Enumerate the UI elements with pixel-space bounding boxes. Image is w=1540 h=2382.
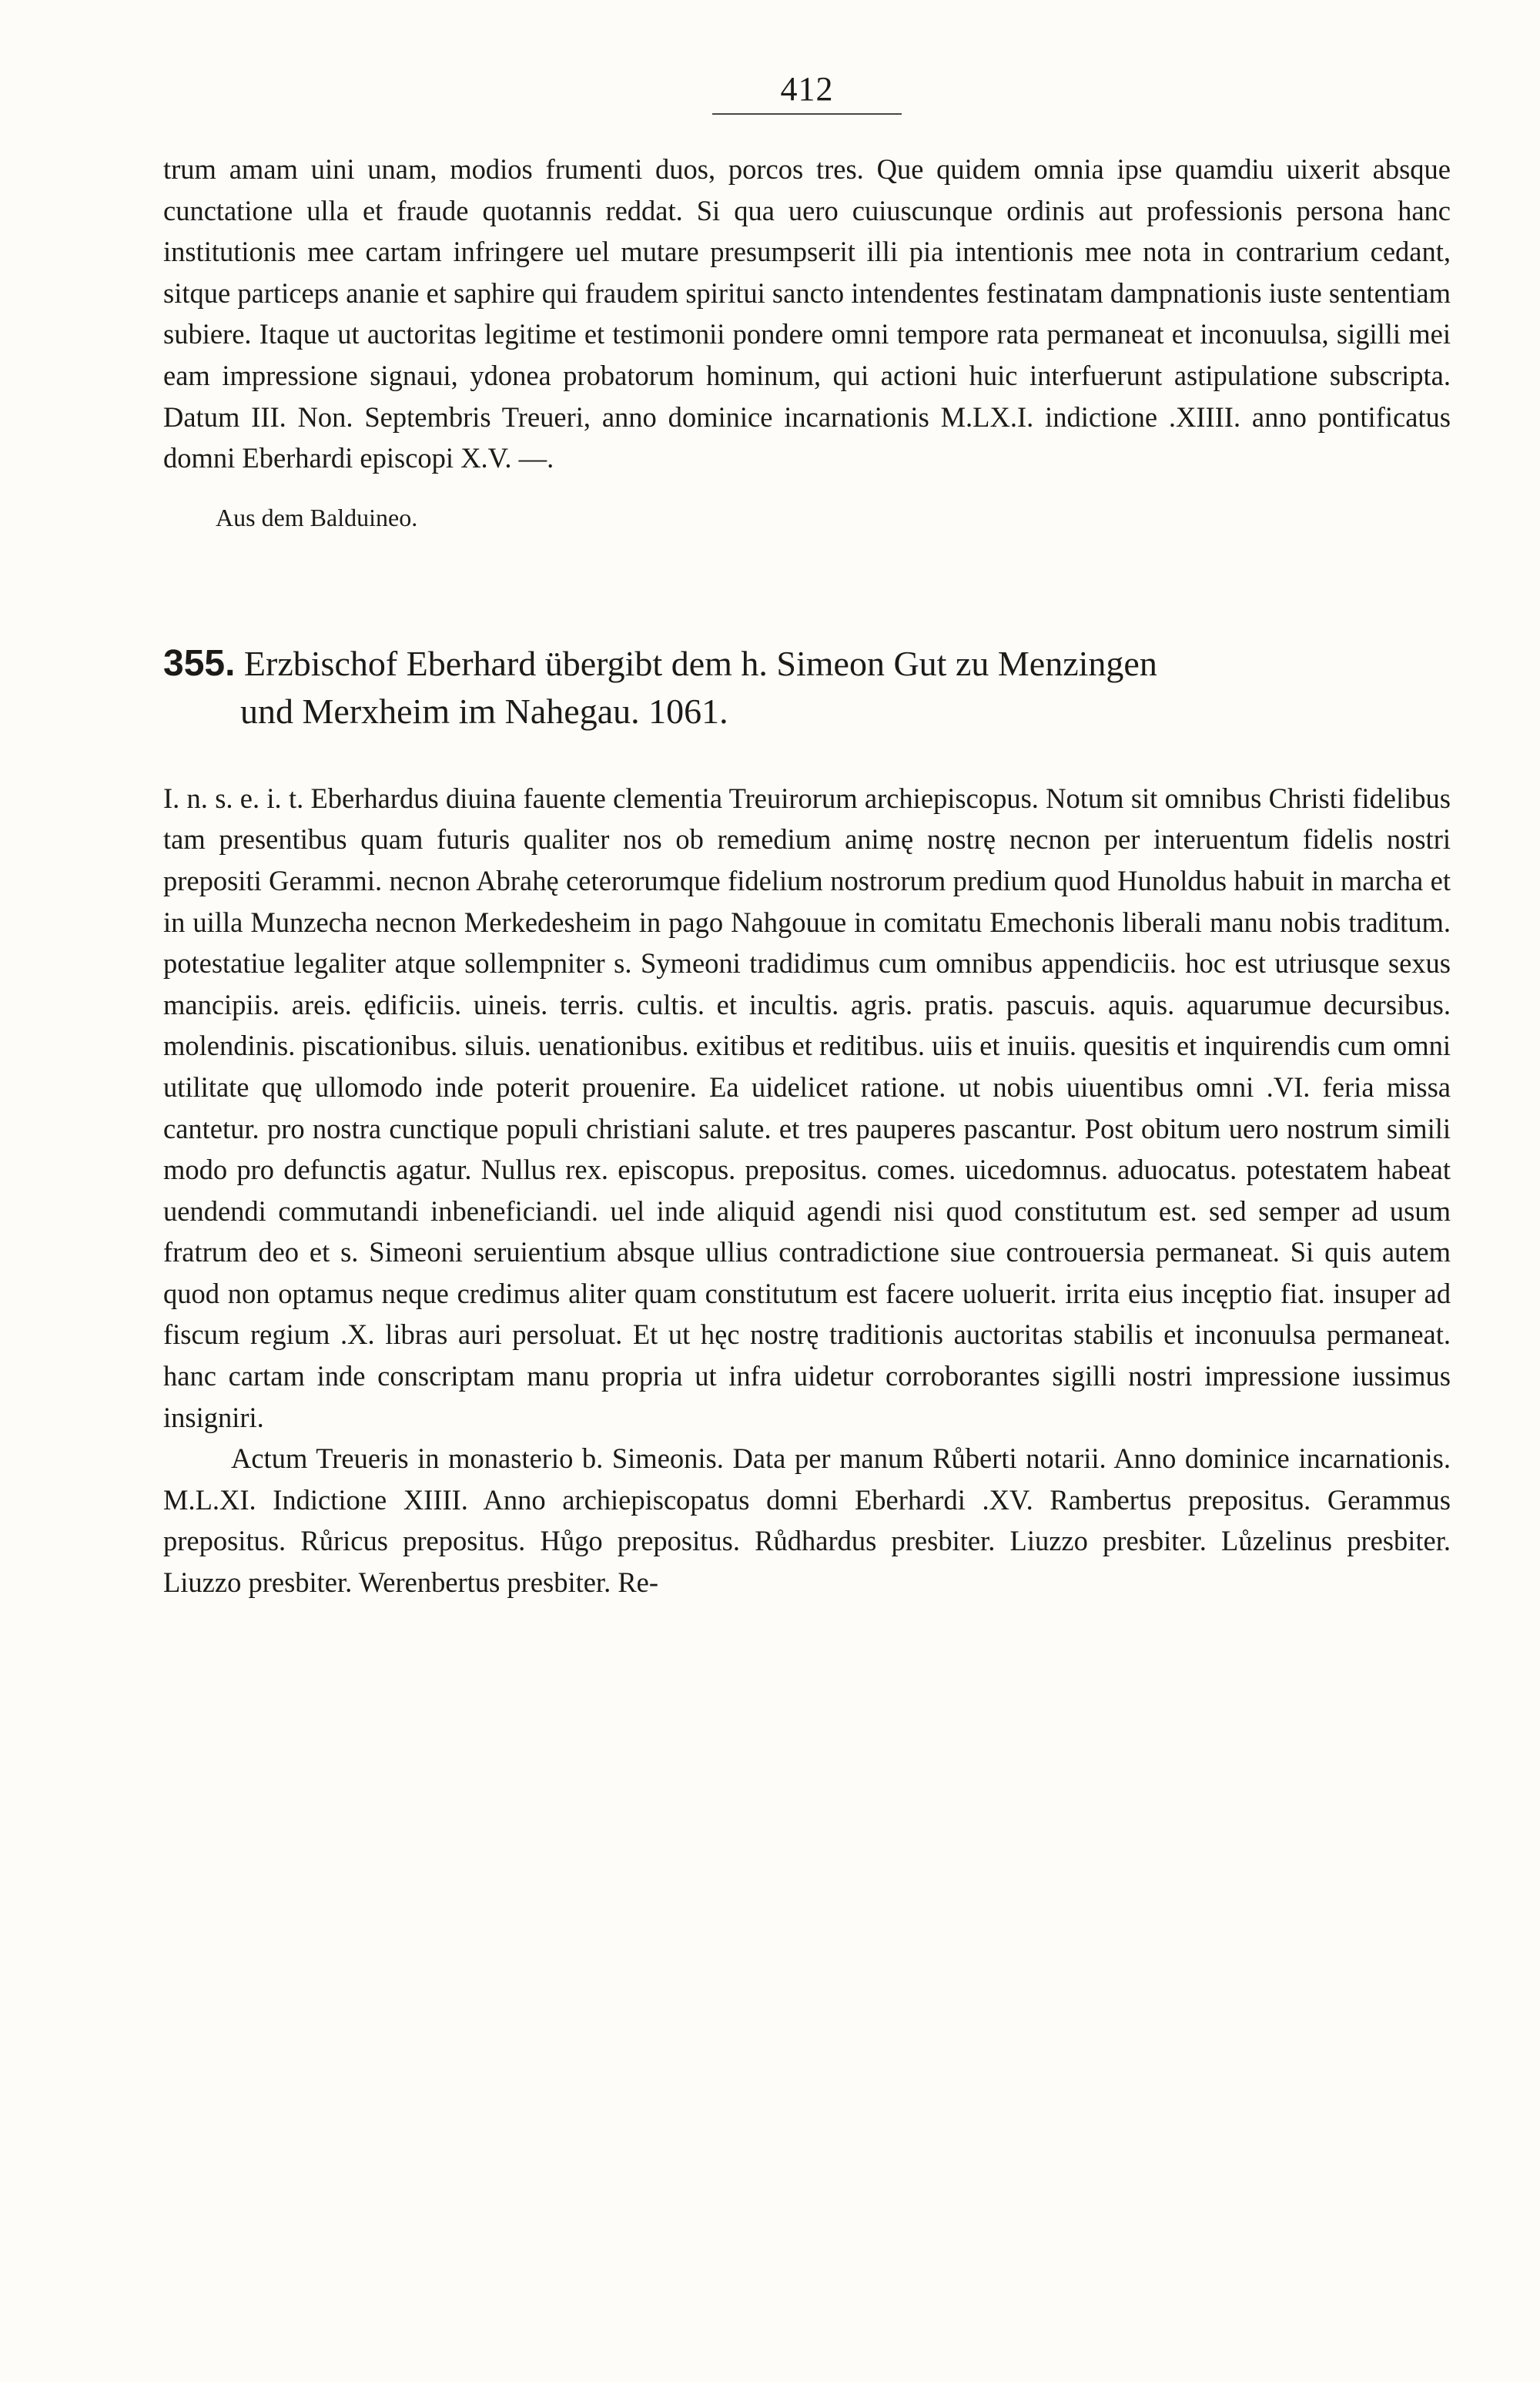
source-note: Aus dem Balduineo. — [216, 503, 418, 531]
document-title-line2: und Merxheim im Nahegau. 1061. — [240, 691, 728, 731]
document-heading — [163, 641, 1451, 735]
document-paragraph: I. n. s. e. i. t. Eberhardus diuina fauente clementia Treuirorum archiepiscopus. Notum sit omnibus Christi fidelibus tam presentibus quam futuris qualiter nos ob remedium animę nostrę necnon per interuentum fidelis nostri prepositi Gerammi. necnon Abrahę ceterorumque fidelium nostrorum predium quod Hunoldus habuit in marcha et in uilla Munzecha necnon Merkedesheim in pago Nahgouue in comitatu Emechonis liberali manu nobis traditum. potestatiue legaliter atque sollempniter s. Symeoni tradidimus cum omnibus appendiciis. hoc est utriusque sexus mancipiis. areis. ędificiis. uineis. terris. cultis. et incultis. agris. pratis. pascuis. aquis. aquarumue decursibus. molendinis. piscationibus. siluis. uenationibus. exitibus et reditibus. uiis et inuiis. quesitis et inquirendis cum omni utilitate quę ullomodo inde poterit prouenire. Ea uidelicet ratione. ut nobis uiuentibus omni .VI. feria missa cantetur. pro nostra cunctique populi christiani salute. et tres pauperes pascantur. Post obitum uero nostrum simili modo pro defunctis agatur. Nullus rex. episcopus. prepositus. comes. uicedomnus. aduocatus. potestatem habeat uendendi commutandi inbeneficiandi. uel inde aliquid agendi nisi quod constitutum est. sed semper ad usum fratrum deo et s. Simeoni seruientium absque ullius contradictione siue controuersia permaneat. Si quis autem quod non optamus neque credimus aliter quam constitutum est facere uoluerit. irrita eius incęptio fiat. insuper ad fiscum regium .X. libras auri persoluat. Et ut hęc nostrę traditionis auctoritas stabilis et inconuulsa permaneat. hanc cartam inde conscriptam manu propria ut infra uidetur corroborantes sigilli nostri impressione iussimus insigniri. — [163, 782, 1451, 1433]
document-number: 355. — [163, 642, 236, 684]
continuation-text — [163, 149, 1451, 479]
continuation-paragraph: trum amam uini unam, modios frumenti duos, porcos tres. Que quidem omnia ipse quamdiu uixerit absque cunctatione ulla et fraude quotannis reddat. Si qua uero cuiuscunque ordinis aut professionis persona hanc institutionis mee cartam infringere uel mutare presumpserit illi pia intentionis mee nota in contrarium cedant, sitque particeps ananie et saphire qui fraudem spiritui sancto intendentes festinatam dampnationis iuste sententiam subiere. Itaque ut auctoritas legitime et testimonii pondere omni tempore rata permaneat et inconuulsa, sigilli mei eam impressione signaui, ydonea probatorum hominum, qui actioni huic interfuerunt astipulatione subscripta. Datum III. Non. Septembris Treueri, anno dominice incarnationis M.LX.I. indictione .XIIII. anno pontificatus domni Eberhardi episcopi X.V. —. — [163, 153, 1451, 474]
document-body — [163, 778, 1451, 1603]
document-title-line1: Erzbischof Eberhard übergibt dem h. Simeon Gut zu Menzingen — [243, 643, 1157, 683]
page-number: 412 — [780, 70, 834, 108]
document-page — [163, 69, 1451, 1603]
page-number-rule — [712, 113, 902, 115]
document-paragraph: Actum Treueris in monasterio b. Simeonis. Data per manum Růberti notarii. Anno dominice incarnationis. M.L.XI. Indictione XIIII. Anno archiepiscopatus domni Eberhardi .XV. Rambertus prepositus. Gerammus prepositus. Růricus prepositus. Hůgo prepositus. Růdhardus presbiter. Liuzzo presbiter. Lůzelinus presbiter. Liuzzo presbiter. Werenbertus presbiter. Re- — [163, 1442, 1451, 1599]
